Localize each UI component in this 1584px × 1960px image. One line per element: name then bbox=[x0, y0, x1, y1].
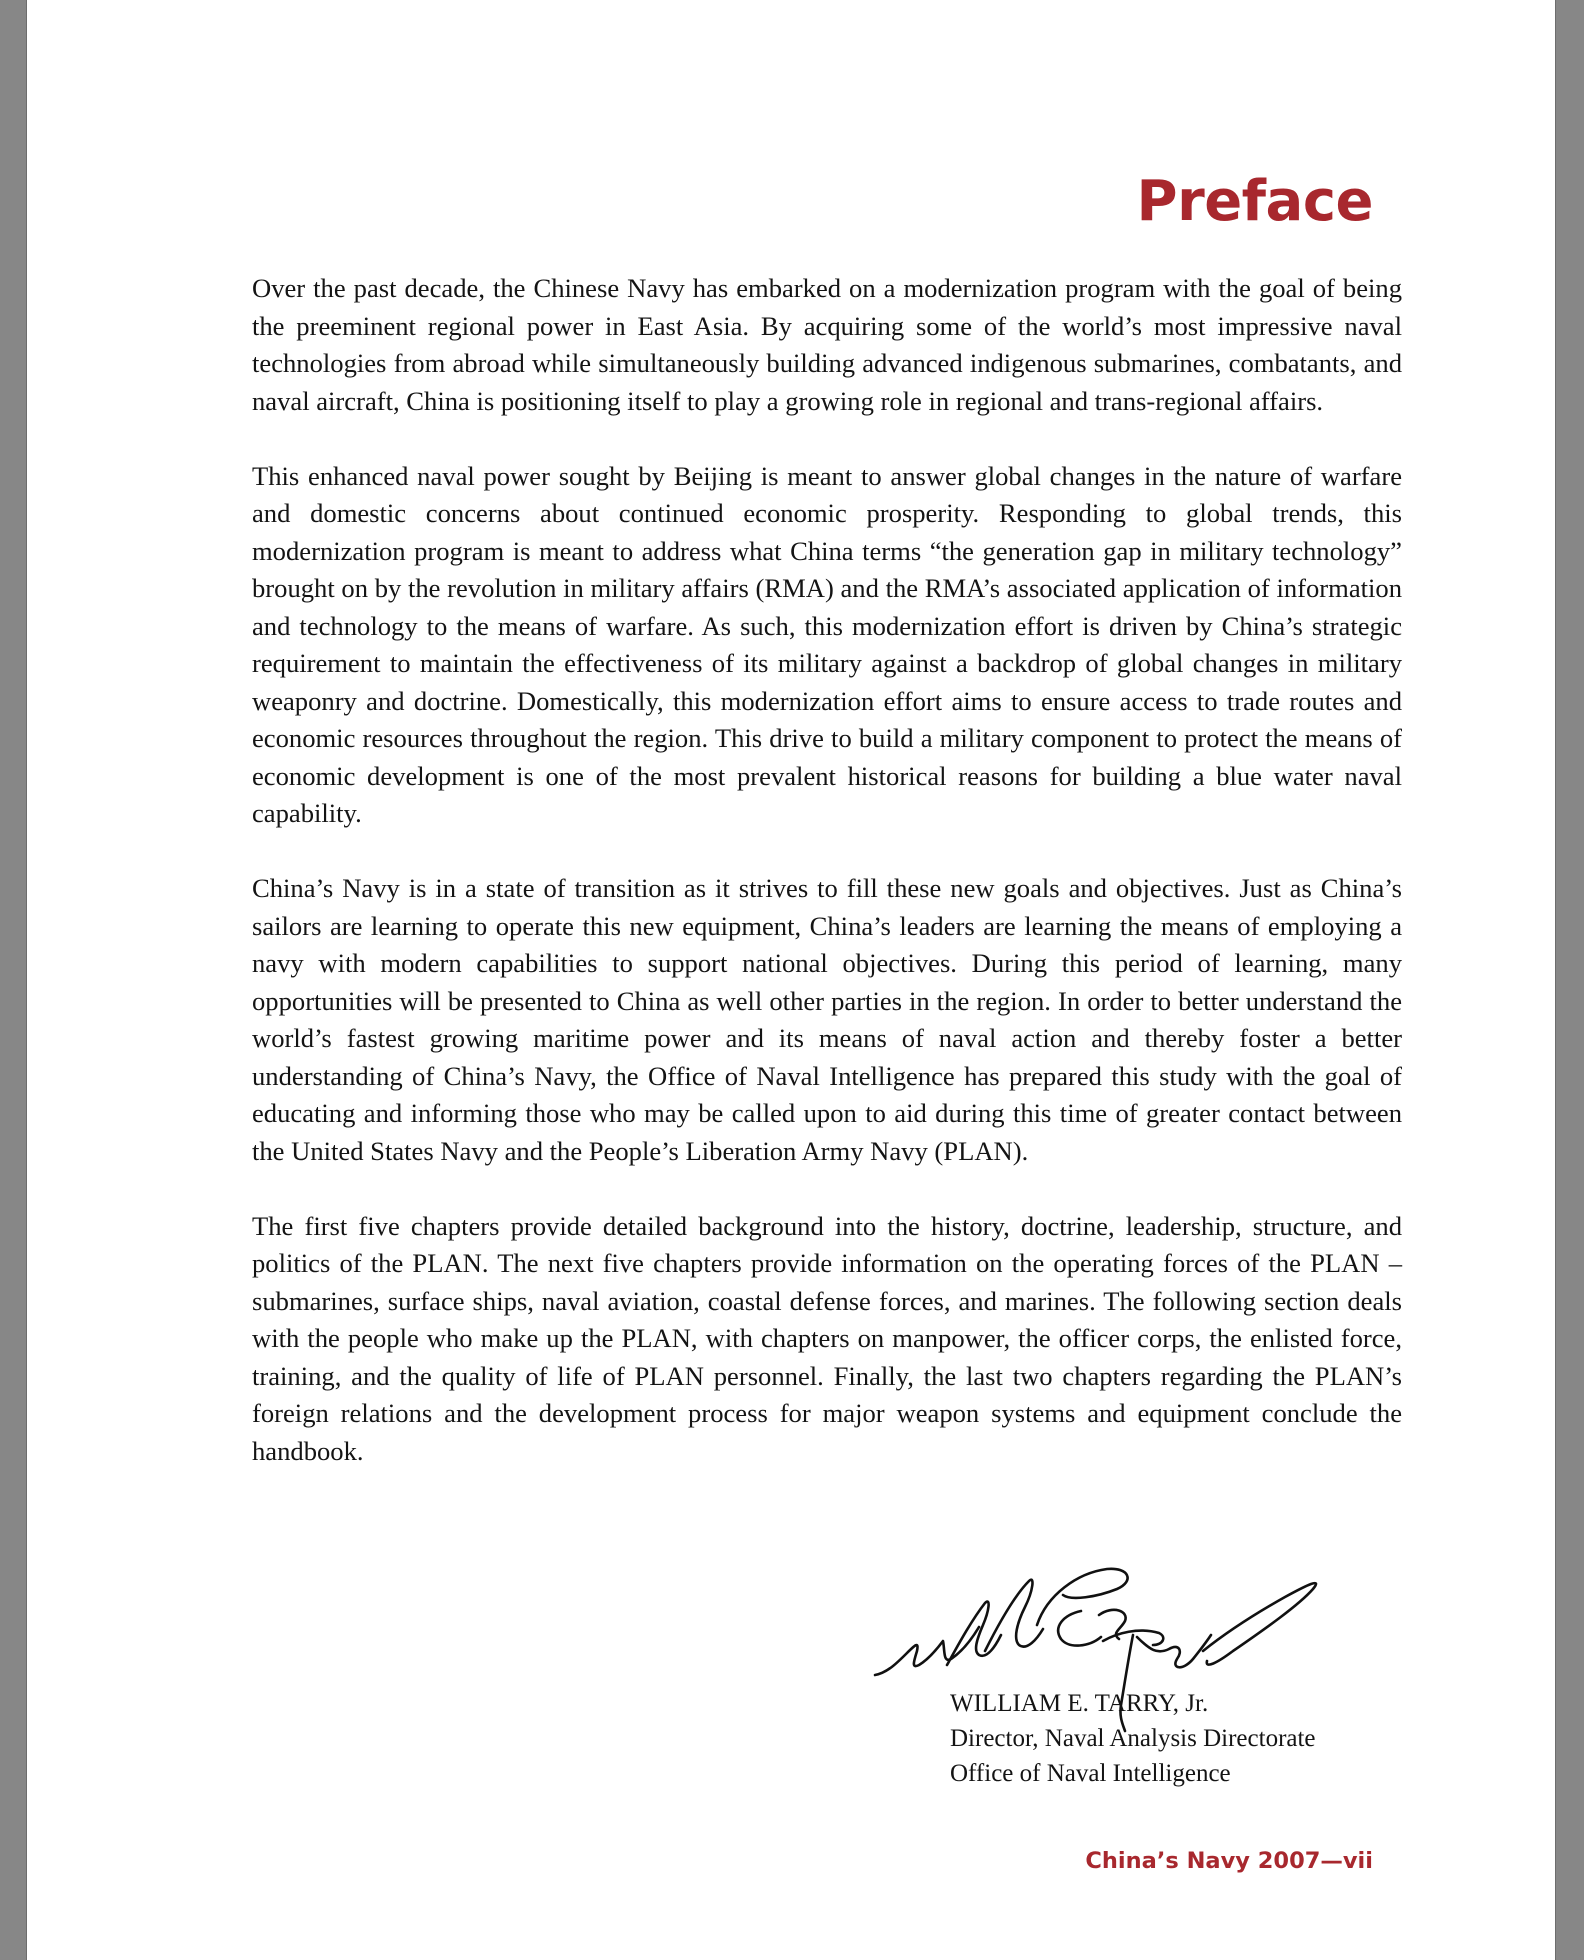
page-title: Preface bbox=[1136, 169, 1373, 234]
signatory-title: Director, Naval Analysis Directorate bbox=[950, 1725, 1316, 1752]
signature-block bbox=[950, 1686, 1316, 1791]
preface-body bbox=[252, 270, 1402, 1508]
page-footer: China’s Navy 2007—vii bbox=[1085, 1848, 1373, 1874]
signatory-office: Office of Naval Intelligence bbox=[950, 1760, 1231, 1787]
paragraph-2: This enhanced naval power sought by Beijing is meant to answer global changes in the nature of warfare and domestic concerns about continued economic prosperity. Responding to global trends, this modernization program is meant to address what China terms “the generation gap in military technology” brought on by the revolution in military affairs (RMA) and the RMA’s associated application of information and technology to the means of warfare. As such, this modernization effort is driven by China’s strategic requirement to maintain the effectiveness of its military against a backdrop of global changes in military weaponry and doctrine. Domestically, this modernization effort aims to ensure access to trade routes and economic resources throughout the region. This drive to build a military component to protect the means of economic development is one of the most prevalent historical reasons for building a blue water naval capability. bbox=[252, 460, 1402, 828]
paragraph-1: Over the past decade, the Chinese Navy has embarked on a modernization program with the goal of being the preeminent regional power in East Asia. By acquiring some of the world’s most impressive naval technologies from abroad while simultaneously building advanced indigenous submarines, combatants, and naval aircraft, China is positioning itself to play a growing role in regional and trans-regional affairs. bbox=[252, 273, 1402, 416]
paragraph-3: China’s Navy is in a state of transition as it strives to fill these new goals and objectives. Just as China’s sailors are learning to operate this new equipment, China’s leaders are learning the means of employing a navy with modern capabilities to support national objectives. During this period of learning, many opportunities will be presented to China as well other parties in the region. In order to better understand the world’s fastest growing maritime power and its means of naval action and thereby foster a better understanding of China’s Navy, the Office of Naval Intelligence has prepared this study with the goal of educating and informing those who may be called upon to aid during this time of greater contact between the United States Navy and the People’s Liberation Army Navy (PLAN). bbox=[252, 873, 1402, 1166]
paragraph-4: The first five chapters provide detailed background into the history, doctrine, leadership, structure, and politics of the PLAN. The next five chapters provide information on the operating forces of the PLAN – submarines, surface ships, naval aviation, coastal defense forces, and marines. The following section deals with the people who make up the PLAN, with chapters on manpower, the officer corps, the enlisted force, training, and the quality of life of PLAN personnel. Finally, the last two chapters regarding the PLAN’s foreign relations and the development process for major weapon systems and equipment conclude the handbook. bbox=[252, 1210, 1402, 1466]
document-page bbox=[26, 0, 1556, 1960]
signatory-name: WILLIAM E. TARRY, Jr. bbox=[950, 1690, 1209, 1717]
